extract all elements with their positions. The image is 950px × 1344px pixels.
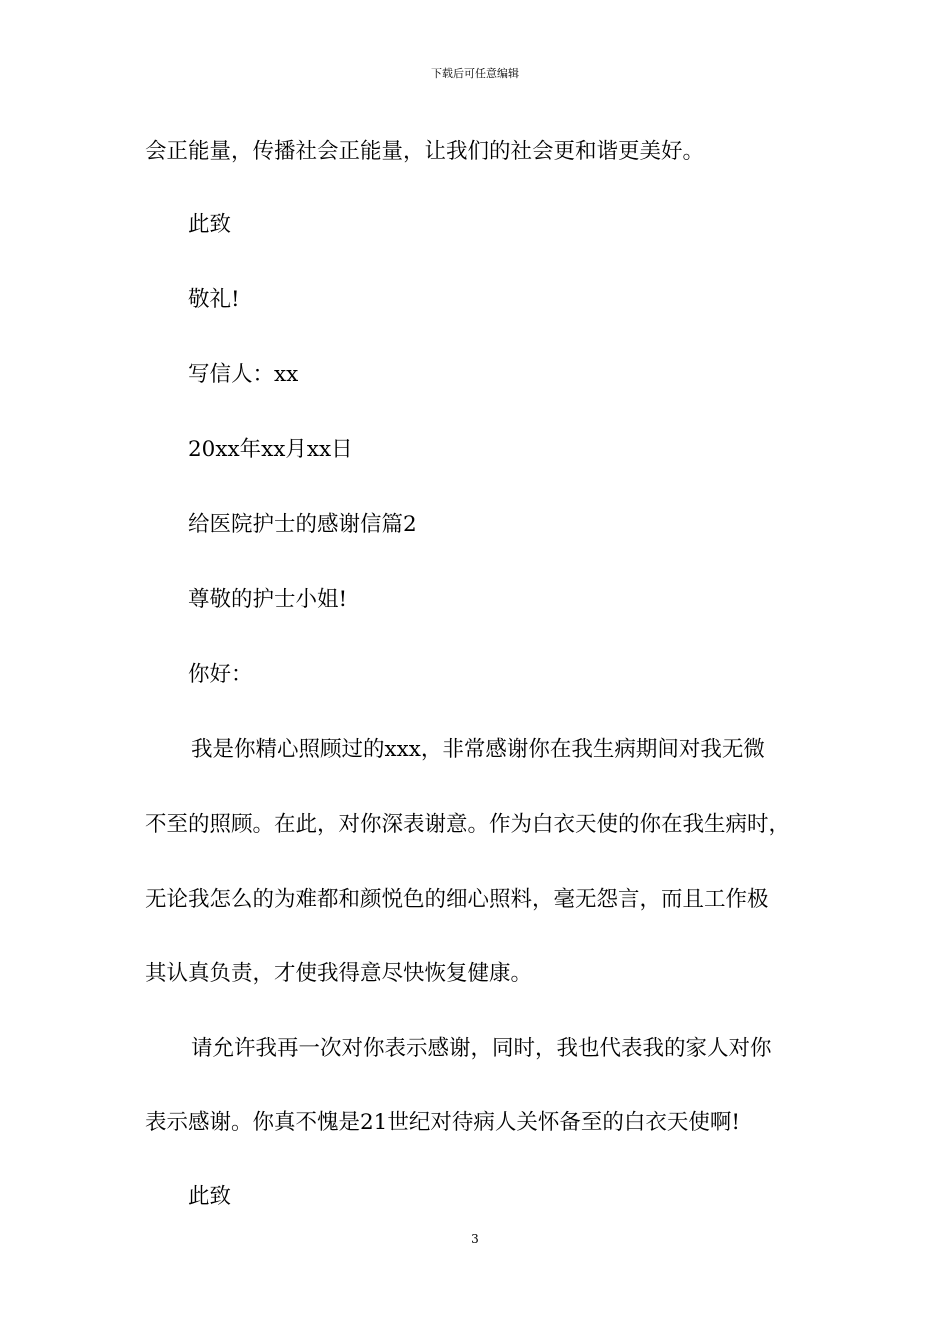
letter-greeting: 尊敬的护士小姐! [188,587,348,612]
paragraph-line: 表示感谢。你真不愧是21世纪对待病人关怀备至的白衣天使啊! [145,1110,741,1135]
page-header-note: 下载后可任意编辑 [431,67,519,80]
closing-regards: 敬礼! [188,287,240,312]
paragraph-line: 其认真负责，才使我得意尽快恢复健康。 [145,961,533,986]
letter-writer: 写信人：xx [188,362,299,387]
closing-salutation: 此致 [188,1184,232,1209]
page-number: 3 [471,1232,479,1246]
paragraph-line: 会正能量，传播社会正能量，让我们的社会更和谐更美好。 [145,139,705,164]
closing-salutation: 此致 [188,212,232,237]
section-heading: 给医院护士的感谢信篇2 [188,512,417,537]
paragraph-line: 我是你精心照顾过的xxx，非常感谢你在我生病期间对我无微 [191,737,765,762]
letter-hello: 你好： [188,662,253,687]
letter-date: 20xx年xx月xx日 [188,437,353,462]
paragraph-line: 无论我怎么的为难都和颜悦色的细心照料，毫无怨言，而且工作极 [145,887,769,912]
paragraph-line: 不至的照顾。在此，对你深表谢意。作为白衣天使的你在我生病时， [145,812,791,837]
paragraph-line: 请允许我再一次对你表示感谢，同时，我也代表我的家人对你 [191,1036,772,1061]
